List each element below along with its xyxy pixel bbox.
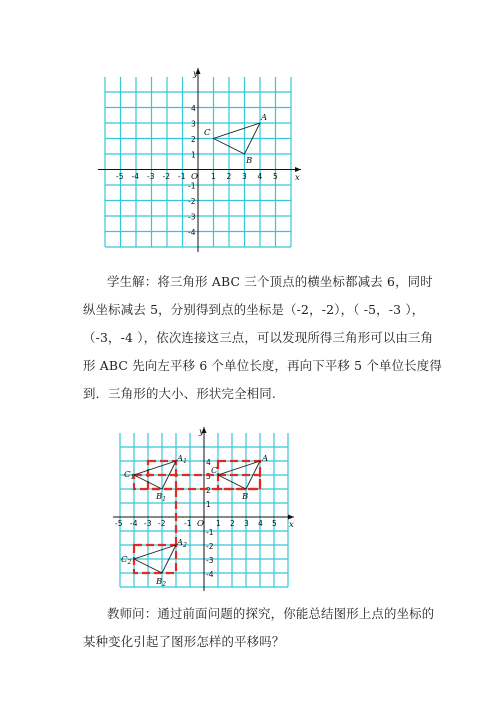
origin-label: O [197, 519, 204, 529]
x-axis-arrow [288, 515, 294, 520]
vertex-label-b: B [242, 492, 249, 502]
vertex-label-c1: $C_1$ [124, 470, 135, 481]
x-tick-label: -4 [131, 172, 139, 181]
teacher-question-paragraph: 教师问：通过前面问题的探究，你能总结图形上点的坐标的某种变化引起了图形怎样的平移吗？ [83, 606, 435, 649]
x-tick-label: -3 [144, 519, 152, 528]
x-tick-label: 5 [272, 519, 277, 528]
y-tick-label: -2 [188, 197, 196, 206]
y-tick-label: -4 [206, 570, 214, 579]
y-tick-label: 4 [191, 104, 196, 113]
y-tick-labels [188, 104, 196, 237]
y-tick-label: 3 [191, 119, 196, 129]
x-tick-label: 4 [258, 519, 263, 528]
y-axis-label: y [193, 69, 198, 79]
y-tick-label: 3 [206, 472, 211, 481]
vertex-label-c2: $C_2$ [121, 555, 132, 566]
vertex-label-a: A [262, 454, 269, 464]
student-solution-paragraph: 学生解：将三角形 ABC 三个顶点的横坐标都减去 6，同时纵坐标减去 5，分别得到点的坐标是（-2，-2），（ -5，-3 ），（-3，-4 ），依次连接这三点，可以发现所得三角形可以由三角形 ABC 先向左平移 6 个单位长度，再向下平移 5 个单位长度得到．三角形的大小、形状完全相同. [83, 274, 442, 401]
y-tick-label: -4 [188, 228, 196, 237]
coordinate-plane-figure-2 [110, 425, 300, 595]
x-tick-label: 2 [226, 172, 232, 181]
y-tick-label: 1 [206, 500, 211, 509]
vertex-label-c: C [204, 128, 211, 138]
x-tick-label: 3 [242, 172, 247, 181]
x-tick-label: -5 [115, 519, 123, 528]
y-tick-label: -1 [206, 528, 214, 537]
vertex-label-a2: $A_2$ [177, 538, 187, 549]
coordinate-plane-figure-1 [95, 62, 310, 257]
x-tick-label: 1 [211, 172, 216, 181]
x-axis-label: x [295, 173, 300, 183]
y-tick-label: 2 [191, 135, 196, 144]
x-tick-label: 5 [273, 172, 278, 181]
y-tick-label: 2 [206, 486, 211, 495]
vertex-label-a: A [261, 113, 268, 123]
y-tick-label: -1 [188, 181, 196, 191]
x-tick-label: -3 [147, 172, 155, 181]
x-tick-labels [115, 519, 277, 528]
x-tick-label: -1 [184, 519, 192, 528]
y-axis-label: y [199, 427, 204, 437]
origin-label: O [191, 172, 198, 182]
y-tick-label: 1 [191, 150, 196, 160]
x-axis-label: x [289, 520, 294, 530]
x-tick-label: -5 [116, 172, 124, 181]
y-tick-label: 4 [206, 458, 211, 467]
y-tick-labels [206, 458, 214, 579]
vertex-label-b1: $B_1$ [156, 492, 167, 503]
x-tick-label: 2 [230, 519, 235, 528]
x-tick-label: 3 [244, 519, 249, 528]
vertex-label-b2: $B_2$ [156, 577, 167, 588]
x-tick-label: -1 [178, 172, 186, 181]
x-tick-label: -4 [130, 519, 138, 528]
y-tick-label: -3 [188, 212, 196, 222]
x-tick-label: -2 [158, 519, 166, 528]
x-tick-label: 1 [216, 519, 221, 528]
y-tick-label: -2 [206, 542, 214, 551]
vertex-label-b: B [246, 156, 253, 166]
x-tick-label: -2 [162, 172, 170, 181]
vertex-label-a1: $A_1$ [177, 454, 187, 465]
x-axis-arrow [295, 167, 301, 172]
vertex-label-c: C [211, 466, 218, 476]
y-tick-label: -3 [206, 556, 214, 565]
x-tick-label: 4 [257, 172, 263, 181]
